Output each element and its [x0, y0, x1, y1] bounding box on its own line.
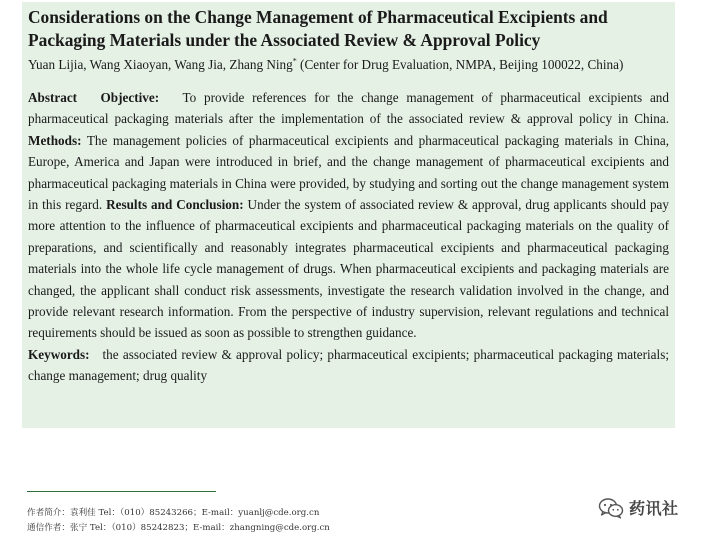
methods-label: Methods: — [28, 132, 82, 148]
keywords-paragraph — [28, 344, 669, 387]
abstract-box — [22, 2, 675, 428]
affiliation: (Center for Drug Evaluation, NMPA, Beijing 100022, China) — [300, 57, 624, 72]
objective-label: Objective: — [100, 90, 160, 105]
footnote-author-intro: 作者简介：袁利佳 Tel：（010）85243266；E-mail：yuanlj@cde.org.cn — [27, 508, 320, 518]
methods-text: The management policies of pharmaceutical excipients and pharmaceutical packaging materials in China, Europe, America and Japan were introduced in brief, and the change management of pharmaceutical excipients and pharmaceutical packaging materials in China were provided, by studying and sorting out the change management system in this regard. — [28, 132, 669, 213]
footnotes — [27, 506, 330, 536]
corresponding-mark: * — [292, 56, 297, 66]
watermark-text: 药讯社 — [629, 499, 679, 518]
results-label: Results and Conclusion: — [106, 197, 244, 213]
authors: Yuan Lijia, Wang Xiaoyan, Wang Jia, Zhang Ning — [28, 57, 293, 72]
author-line — [28, 56, 669, 74]
wechat-icon — [598, 497, 624, 519]
objective-text: To provide references for the change management of pharmaceutical excipients and pharmaceutical packaging materials after the implementation of the associated review & approval policy in China. — [28, 90, 669, 127]
abstract-label: Abstract — [28, 90, 78, 105]
footnote-corresponding: 通信作者：张宁 Tel：（010）85242823；E-mail：zhangning@cde.org.cn — [27, 523, 330, 533]
footnote-divider — [27, 491, 216, 492]
watermark — [598, 496, 679, 519]
results-text: Under the system of associated review & approval, drug applicants should pay more attention to the influence of pharmaceutical excipients and pharmaceutical packaging materials on the quality of preparations, and scientifically and reasonably integrates pharmaceutical excipients and pharmaceutical packaging materials into the whole life cycle management of drugs. When pharmaceutical excipients and packaging materials are changed, the applicant shall conduct risk assessments, investigate the research validation involved in the change, and provide relevant research information. From the perspective of industry supervision, relevant regulations and technical requirements should be issued as soon as possible to strengthen guidance. — [28, 197, 669, 341]
keywords-text: the associated review & approval policy; pharmaceutical excipients; pharmaceutical packaging materials; change management; drug quality — [28, 346, 669, 384]
abstract-paragraph — [28, 87, 669, 344]
paper-title: Considerations on the Change Management of Pharmaceutical Excipients and Packaging Materials under the Associated Review & Approval Policy — [28, 7, 608, 50]
keywords-label: Keywords: — [28, 346, 90, 362]
